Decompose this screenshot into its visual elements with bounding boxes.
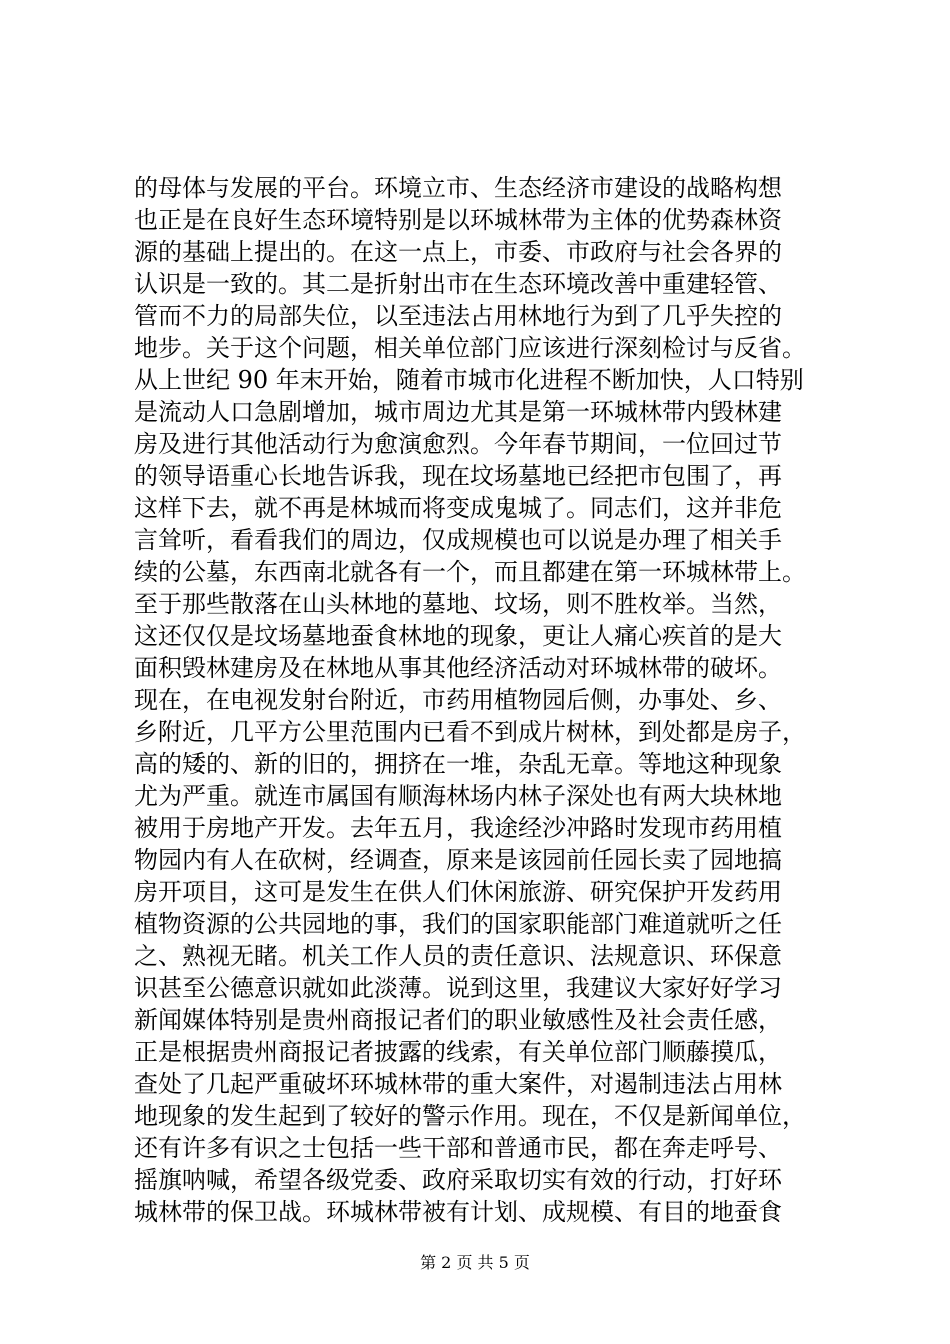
text-line: 从上世纪 90 年末开始，随着市城市化进程不断加快，人口特别 xyxy=(134,366,804,394)
text-line: 植物资源的公共园地的事，我们的国家职能部门难道就听之任 xyxy=(134,910,782,938)
text-line: 是流动人口急剧增加，城市周边尤其是第一环城林带内毁林建 xyxy=(134,398,782,426)
text-line: 现在，在电视发射台附近，市药用植物园后侧，办事处、乡、 xyxy=(134,686,782,714)
text-line: 这样下去，就不再是林城而将变成鬼城了。同志们，这并非危 xyxy=(134,494,782,522)
text-line: 房及进行其他活动行为愈演愈烈。今年春节期间，一位回过节 xyxy=(134,430,782,458)
text-line: 物园内有人在砍树，经调查，原来是该园前任园长卖了园地搞 xyxy=(134,846,782,874)
text-line: 之、熟视无睹。机关工作人员的责任意识、法规意识、环保意 xyxy=(134,942,782,970)
text-line: 言耸听，看看我们的周边，仅成规模也可以说是办理了相关手 xyxy=(134,526,782,554)
text-line: 识甚至公德意识就如此淡薄。说到这里，我建议大家好好学习 xyxy=(134,974,782,1002)
text-line: 认识是一致的。其二是折射出市在生态环境改善中重建轻管、 xyxy=(134,270,782,298)
text-line: 查处了几起严重破坏环城林带的重大案件，对遏制违法占用林 xyxy=(134,1070,782,1098)
text-line: 乡附近，几平方公里范围内已看不到成片树林，到处都是房子， xyxy=(134,718,806,746)
text-line: 这还仅仅是坟场墓地蚕食林地的现象，更让人痛心疾首的是大 xyxy=(134,622,782,650)
text-line: 还有许多有识之士包括一些干部和普通市民，都在奔走呼号、 xyxy=(134,1134,782,1162)
text-line: 地步。关于这个问题，相关单位部门应该进行深刻检讨与反省。 xyxy=(134,334,806,362)
body-text xyxy=(134,172,834,1228)
text-line: 正是根据贵州商报记者披露的线索，有关单位部门顺藤摸瓜， xyxy=(134,1038,782,1066)
text-line: 地现象的发生起到了较好的警示作用。现在，不仅是新闻单位， xyxy=(134,1102,806,1130)
text-line: 摇旗呐喊，希望各级党委、政府采取切实有效的行动，打好环 xyxy=(134,1166,782,1194)
text-line: 房开项目，这可是发生在供人们休闲旅游、研究保护开发药用 xyxy=(134,878,782,906)
text-line: 源的基础上提出的。在这一点上，市委、市政府与社会各界的 xyxy=(134,238,782,266)
text-line: 尤为严重。就连市属国有顺海林场内林子深处也有两大块林地 xyxy=(134,782,782,810)
text-line: 被用于房地产开发。去年五月，我途经沙冲路时发现市药用植 xyxy=(134,814,782,842)
text-line: 新闻媒体特别是贵州商报记者们的职业敏感性及社会责任感， xyxy=(134,1006,782,1034)
text-line: 的领导语重心长地告诉我，现在坟场墓地已经把市包围了，再 xyxy=(134,462,782,490)
text-line: 至于那些散落在山头林地的墓地、坟场，则不胜枚举。当然， xyxy=(134,590,782,618)
text-line: 的母体与发展的平台。环境立市、生态经济市建设的战略构想 xyxy=(134,174,782,202)
text-line: 高的矮的、新的旧的，拥挤在一堆，杂乱无章。等地这种现象 xyxy=(134,750,782,778)
text-line: 管而不力的局部失位，以至违法占用林地行为到了几乎失控的 xyxy=(134,302,782,330)
text-line: 也正是在良好生态环境特别是以环城林带为主体的优势森林资 xyxy=(134,206,782,234)
page-footer: 第 2 页 共 5 页 xyxy=(420,1253,530,1272)
text-line: 面积毁林建房及在林地从事其他经济活动对环城林带的破坏。 xyxy=(134,654,782,682)
text-line: 城林带的保卫战。环城林带被有计划、成规模、有目的地蚕食 xyxy=(134,1198,782,1226)
text-line: 续的公墓，东西南北就各有一个，而且都建在第一环城林带上。 xyxy=(134,558,806,586)
